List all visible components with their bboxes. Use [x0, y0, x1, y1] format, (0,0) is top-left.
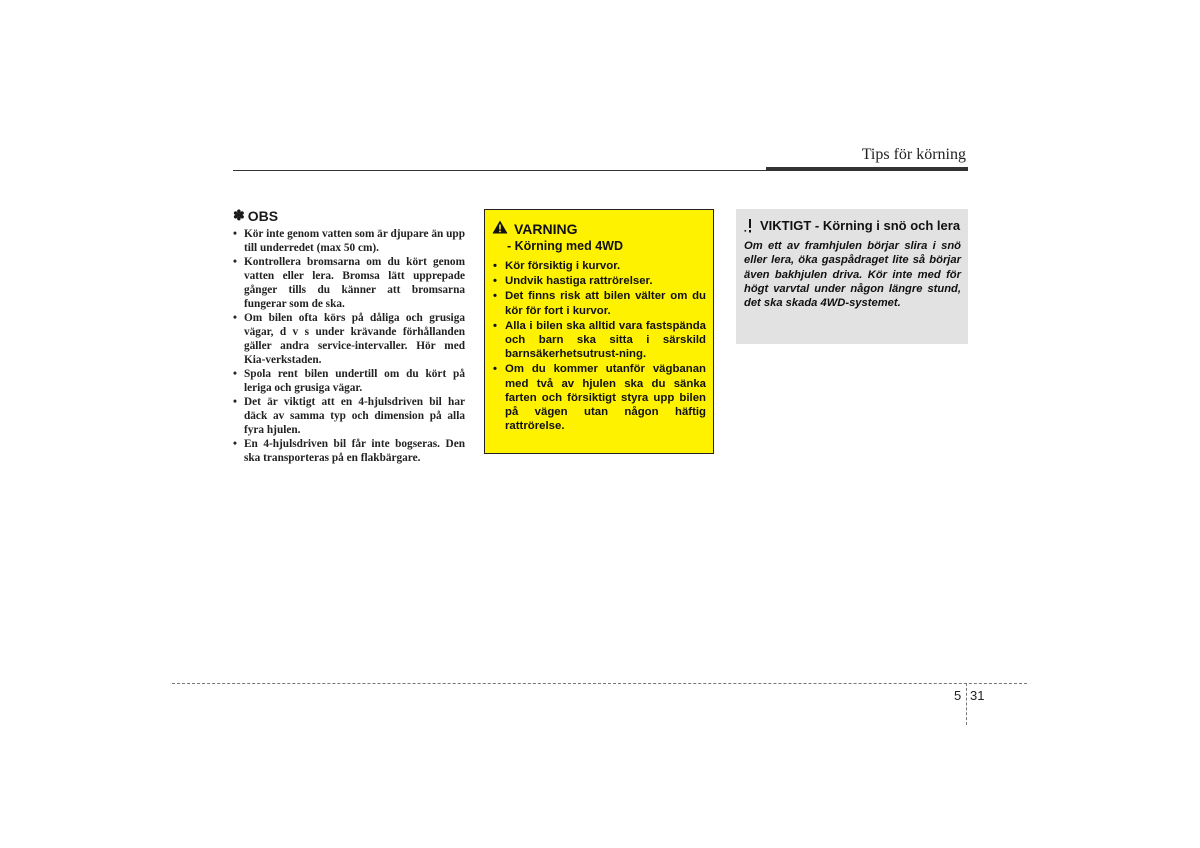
obs-item: • En 4-hjulsdriven bil får inte bogseras. Den ska transporteras på en flakbärgare.: [233, 437, 465, 465]
obs-item: • Spola rent bilen undertill om du kört på leriga och grusiga vägar.: [233, 367, 465, 395]
obs-heading: [233, 207, 465, 224]
important-body: Om ett av framhjulen börjar slira i snö eller lera, öka gaspådraget lite så börjar även bakhjulen driva. Kör inte med för högt varvtal under någon längre stund, det ska skada 4WD-systemet.: [744, 240, 961, 310]
obs-item: • Kontrollera bromsarna om du kört genom vatten eller lera. Bromsa lätt upprepade gånger tills du känner att bromsarna fungerar som de ska.: [233, 255, 465, 311]
warning-item: • Undvik hastiga rattrörelser.: [492, 274, 706, 288]
warning-item: • Kör försiktig i kurvor.: [492, 259, 706, 273]
page-number: 31: [970, 688, 985, 703]
footer-rule: [172, 683, 1027, 684]
important-box: [736, 209, 968, 344]
warning-item: • Det finns risk att bilen välter om du kör för fort i kurvor.: [492, 289, 706, 317]
footer-divider: [966, 683, 967, 725]
obs-item: • Det är viktigt att en 4-hjulsdriven bil har däck av samma typ och dimension på alla fyra hjulen.: [233, 395, 465, 437]
important-heading: [744, 218, 961, 237]
obs-item: • Kör inte genom vatten som är djupare än upp till underredet (max 50 cm).: [233, 227, 465, 255]
warning-list: [492, 259, 706, 433]
warning-heading: [492, 220, 706, 237]
header-rule-accent: [766, 167, 968, 171]
warning-subtitle: - Körning med 4WD: [507, 239, 623, 253]
warning-box: [484, 209, 714, 454]
chapter-number: 5: [954, 688, 962, 703]
section-title: Tips för körning: [861, 146, 966, 163]
warning-item: • Om du kommer utanför vägbanan med två av hjulen ska du sänka farten och försiktigt styra upp bilen på vägen utan någon häftig rattrörelse.: [492, 362, 706, 433]
exclamation-icon: [744, 218, 754, 237]
obs-list: [233, 227, 465, 465]
obs-title: OBS: [247, 207, 279, 224]
warning-title: VARNING: [514, 220, 578, 237]
warning-triangle-icon: [492, 220, 508, 237]
asterisk-icon: ✽: [233, 207, 245, 223]
obs-item: • Om bilen ofta körs på dåliga och grusiga vägar, d v s under krävande förhållanden gäller andra service-intervaller. Hör med Kia-verkstaden.: [233, 311, 465, 367]
obs-section: [233, 207, 465, 465]
warning-item: • Alla i bilen ska alltid vara fastspända och barn ska sitta i särskild barnsäkerhetsutrust-ning.: [492, 319, 706, 362]
important-title: VIKTIGT - Körning i snö och lera: [760, 218, 961, 233]
